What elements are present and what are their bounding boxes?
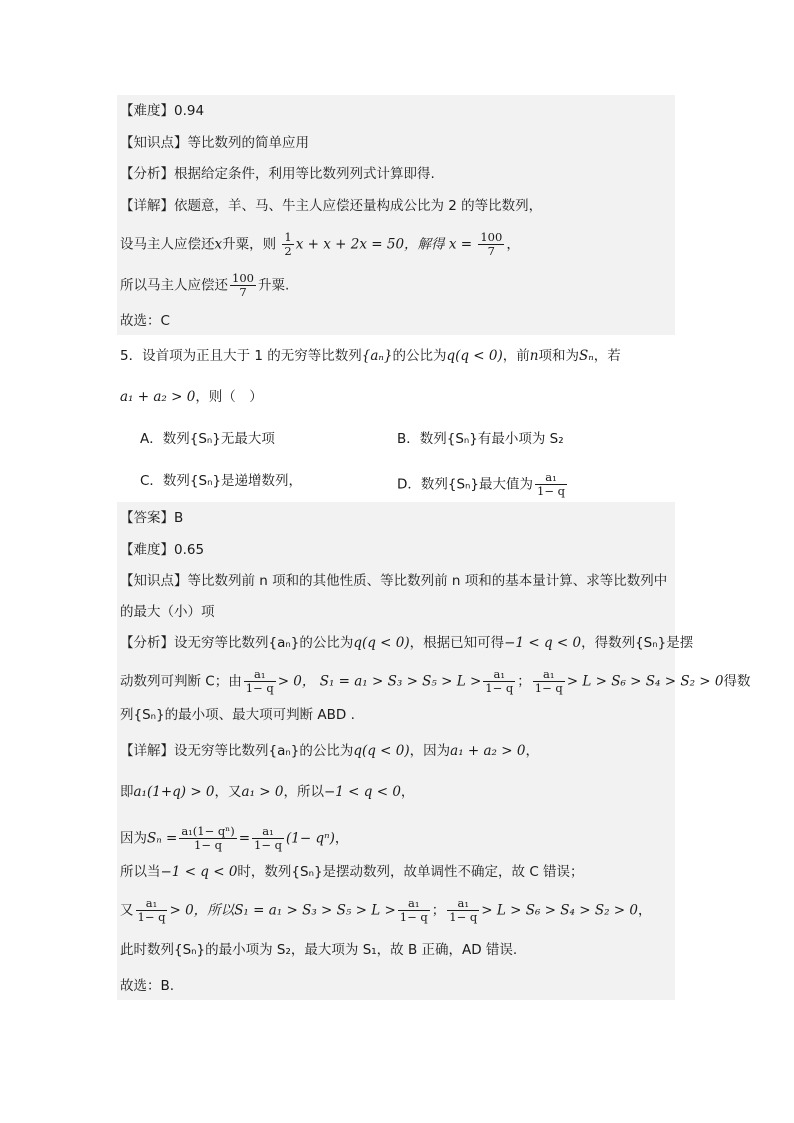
text: ，若 [593, 348, 621, 364]
denominator: 1− q [254, 838, 283, 852]
text: 因为 [120, 830, 147, 847]
text: 【详解】设无穷等比数列{aₙ}的公比为 [120, 743, 354, 759]
math: −1 < q < 0 [504, 635, 582, 651]
analysis-line-2 [120, 668, 750, 695]
math: Sₙ = [147, 830, 178, 847]
detail-line-3 [120, 825, 348, 852]
math: a₁ > 0 [241, 784, 284, 800]
prev-detail-2 [120, 231, 520, 258]
numerator: a₁ [252, 825, 284, 839]
detail-line-6: 此时数列{Sₙ}的最小项为 S₂，最大项为 S₁，故 B 正确，AD 错误. [120, 942, 518, 958]
math: n [529, 348, 539, 364]
text: 又 [120, 902, 134, 919]
numerator: a₁ [244, 668, 276, 682]
numerator: a₁(1− qⁿ) [181, 824, 235, 838]
text: 即 [120, 784, 134, 800]
text: 时，数列{Sₙ}是摆动数列，故单调性不确定，故 C 错误； [237, 864, 584, 880]
denominator: 7 [487, 244, 495, 258]
denominator: 7 [239, 285, 247, 299]
fraction [533, 668, 565, 695]
fraction [483, 668, 515, 695]
numerator: a₁ [533, 668, 565, 682]
denominator: 1− q [485, 681, 514, 695]
text: ； [517, 673, 531, 690]
knowledge-line-1: 【知识点】等比数列前 n 项和的其他性质、等比数列前 n 项和的基本量计算、求等比数列中 [120, 573, 668, 589]
text: ，前 [502, 348, 530, 364]
detail-line-4 [120, 862, 584, 882]
prev-knowledge: 【知识点】等比数列的简单应用 [120, 135, 309, 151]
math: a₁ + a₂ > 0 [120, 389, 196, 405]
option-c: C．数列{Sₙ}是递增数列， [140, 473, 303, 489]
knowledge-line-2: 的最大（小）项 [120, 604, 215, 620]
numerator: a₁ [447, 897, 479, 911]
denominator: 1− q [194, 838, 223, 852]
fraction [252, 825, 284, 852]
math: q(q < 0) [446, 348, 503, 364]
prev-difficulty: 【难度】0.94 [120, 103, 205, 119]
final-choice: 故选：B. [120, 978, 175, 994]
text: 动数列可判断 C；由 [120, 673, 242, 690]
fraction-100-7 [230, 272, 256, 299]
text: ，因为 [409, 743, 451, 759]
denominator: 1− q [245, 681, 274, 695]
text: ， [400, 784, 415, 800]
denominator: 1− q [537, 484, 566, 498]
answer: 【答案】B [120, 510, 184, 526]
text: ； [431, 902, 446, 919]
text: 所以当 [120, 864, 161, 880]
math: > 0，所以 [169, 902, 235, 919]
q5-stem-line-1 [120, 346, 621, 366]
math: (1− qⁿ) [286, 830, 335, 847]
option-a: A．数列{Sₙ}无最大项 [140, 431, 275, 447]
numerator: a₁ [136, 897, 168, 911]
text: 项和为 [538, 348, 579, 364]
prev-analysis: 【分析】根据给定条件，利用等比数列列式计算即得. [120, 166, 435, 182]
math: S₁ = a₁ > S₃ > S₅ > L > [319, 673, 482, 690]
text: 所以马主人应偿还 [120, 277, 228, 294]
text: ， [525, 743, 539, 759]
text: ， [637, 902, 652, 919]
denominator: 1− q [534, 681, 563, 695]
math: > L > S₆ > S₄ > S₂ > 0 [481, 902, 638, 919]
analysis-line-3: 列{Sₙ}的最小项、最大项可判断 ABD . [120, 707, 355, 723]
denominator: 1− q [449, 910, 478, 924]
fraction [244, 668, 276, 695]
denominator: 1− q [137, 910, 166, 924]
detail-line-1 [120, 741, 539, 761]
denominator: 2 [284, 244, 292, 258]
q5-stem-line-2 [120, 387, 263, 407]
math: S₁ = a₁ > S₃ > S₅ > L > [234, 902, 396, 919]
text: 5．设首项为正且大于 1 的无穷等比数列 [120, 348, 362, 364]
math: a₁ + a₂ > 0 [450, 743, 526, 759]
numerator: a₁ [398, 897, 430, 911]
equation: x + x + 2x = 50，解得 x = [295, 236, 473, 253]
text: 【分析】设无穷等比数列{aₙ}的公比为 [120, 635, 354, 651]
fraction-sn [179, 825, 236, 852]
fraction-half [282, 231, 293, 258]
text: ，又 [214, 784, 242, 800]
text: ， [334, 830, 349, 847]
math: = [238, 830, 251, 847]
numerator: a₁ [483, 668, 515, 682]
fraction-100-7 [478, 231, 504, 258]
text: ，则（ ） [195, 389, 263, 405]
prev-detail-1: 【详解】依题意，羊、马、牛主人应偿还量构成公比为 2 的等比数列， [120, 198, 543, 214]
text: D．数列{Sₙ}最大值为 [397, 476, 534, 493]
detail-line-2 [120, 782, 414, 802]
numerator: 100 [480, 230, 503, 244]
text: 升粟，则 [222, 236, 277, 253]
numerator: a₁ [535, 471, 567, 485]
option-d [397, 471, 569, 498]
text: 的公比为 [392, 348, 447, 364]
math: q(q < 0) [353, 743, 410, 759]
fraction [136, 897, 168, 924]
math: −1 < q < 0 [160, 864, 238, 880]
math: Sₙ [578, 348, 594, 364]
text: ， [506, 236, 520, 253]
text: ，根据已知可得 [409, 635, 505, 651]
option-b: B．数列{Sₙ}有最小项为 S₂ [397, 431, 564, 447]
text: 升粟. [257, 277, 290, 294]
fraction [447, 897, 479, 924]
math: −1 < q < 0 [323, 784, 401, 800]
math: q(q < 0) [353, 635, 410, 651]
prev-choice: 故选：C [120, 313, 170, 329]
numerator: 100 [232, 271, 254, 285]
text: 设马主人应偿还 [120, 236, 215, 253]
analysis-line-1 [120, 633, 693, 653]
numerator: 1 [284, 230, 292, 244]
denominator: 1− q [399, 910, 428, 924]
difficulty: 【难度】0.65 [120, 542, 205, 558]
fraction [535, 471, 567, 498]
text: 得数 [723, 673, 751, 690]
text: ，所以 [283, 784, 324, 800]
math: a₁(1+q) > 0 [133, 784, 215, 800]
fraction [398, 897, 430, 924]
math: > L > S₆ > S₄ > S₂ > 0 [566, 673, 724, 690]
math: {aₙ} [361, 348, 393, 364]
prev-detail-3 [120, 272, 289, 299]
math: > 0， [277, 673, 316, 690]
detail-line-5 [120, 897, 651, 924]
var-x: x [214, 236, 223, 253]
text: ，得数列{Sₙ}是摆 [581, 635, 694, 651]
